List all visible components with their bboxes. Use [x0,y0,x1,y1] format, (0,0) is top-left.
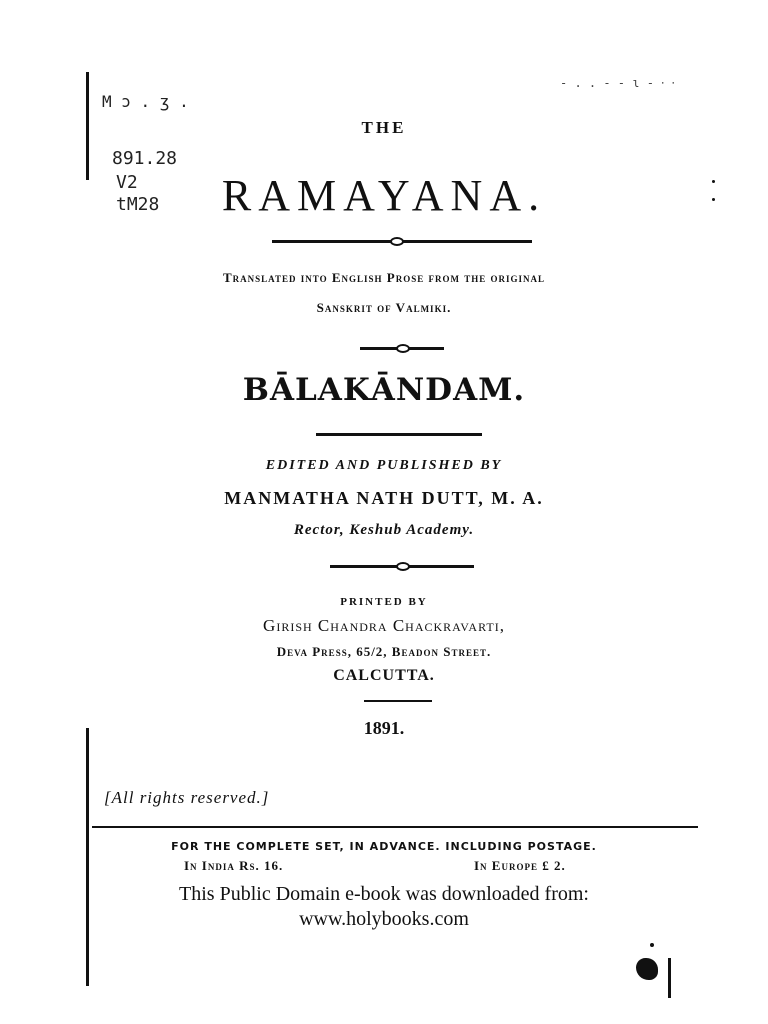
handwritten-call-number-1: 891.28 [112,148,178,169]
price-europe: In Europe £ 2. [474,858,566,873]
title-article: THE [361,118,407,137]
volume-title: BĀLAKĀNDAM. [242,372,526,408]
footer-divider [92,826,698,828]
handwritten-call-number-3: tM28 [116,194,160,215]
ink-speck [712,198,715,201]
download-notice: This Public Domain e-book was downloaded from: [179,883,589,905]
publication-city: CALCUTTA. [333,667,435,684]
editor-affiliation: Rector, Keshub Academy. [293,522,475,538]
price-india: In India Rs. 16. [184,858,284,873]
ornament-dot [396,562,410,571]
printer-name: Girish Chandra Chackravarti, [263,616,505,635]
rights-notice: [All rights reserved.] [104,788,270,807]
right-margin-rule-bottom [668,958,671,998]
printed-by-label: PRINTED BY [340,596,428,608]
left-margin-rule-bottom [86,728,89,986]
subtitle-line-2: Sanskrit of Valmiki. [316,300,452,315]
editor-name: MANMATHA NATH DUTT, M. A. [224,488,544,508]
short-rule [364,700,432,702]
ornament-dot [396,344,410,353]
ink-speck [650,943,654,947]
publication-year: 1891. [363,718,405,738]
price-heading: FOR THE COMPLETE SET, IN ADVANCE. INCLUDING POSTAGE. [171,840,597,853]
ink-speck [712,180,715,183]
book-title: RAMAYANA. [221,171,547,220]
ornament-dot [390,237,404,246]
handwritten-note-top-right: - . . - - ɩ - ⸱ ⸱ [560,76,675,90]
ornamental-rule [316,433,482,436]
edited-by-line: EDITED AND PUBLISHED BY [265,458,503,473]
subtitle-line-1: Translated into English Prose from the original [223,270,545,285]
handwritten-note-top-left: M ɔ . ʒ . [102,92,189,111]
download-url[interactable]: www.holybooks.com [299,908,469,930]
ink-blot [636,958,658,980]
handwritten-call-number-2: V2 [116,172,138,193]
press-address: Deva Press, 65/2, Beadon Street. [276,644,492,659]
